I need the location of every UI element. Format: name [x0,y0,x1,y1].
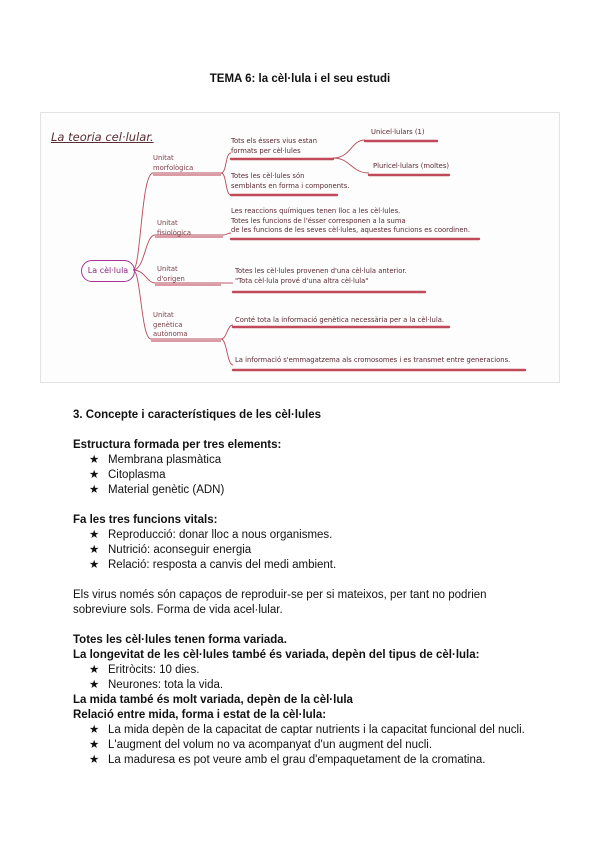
star-bullet-icon: ★ [89,544,100,556]
branch-morfologica-label: Unitat morfològica [153,154,194,172]
subleaf-unicellulars: Unicel·lulars (1) [371,128,425,136]
longevity-list [73,663,543,693]
subleaf-pluricellulars: Pluricel·lulars (moltes) [373,162,450,170]
leaf-morfologica-2: Totes les cèl·lules són semblants en forma i components. [231,172,350,190]
list-item: ★ Citoplasma [89,469,166,481]
leaf-morfologica-1: Tots els éssers vius estan formats per cèl·lules [231,137,318,155]
star-bullet-icon: ★ [89,724,100,736]
virus-paragraph: Els virus només són capaços de reproduir-se per si mateixos, per tant no podrien sobreviure sols. Forma de vida acel·lular. [73,589,487,616]
shape-statement: Totes les cèl·lules tenen forma variada. [73,634,287,646]
relation-list [73,723,543,768]
section-heading: 3. Concepte i característiques de les cèl·lules [73,409,321,421]
star-bullet-icon: ★ [89,529,100,541]
star-bullet-icon: ★ [89,739,100,751]
concept-map-title: La teoria cel·lular. [51,130,154,144]
star-bullet-icon: ★ [89,454,100,466]
structure-heading: Estructura formada per tres elements: [73,439,282,451]
size-statement: La mida també és molt variada, depèn de la cèl·lula [73,694,353,706]
concept-map-image [40,112,560,383]
list-item: ★ Material genètic (ADN) [89,484,225,496]
list-item: ★ La mida depèn de la capacitat de captar nutrients i la capacitat funcional del nucli. [89,724,525,736]
leaf-genetica-1: Conté tota la informació genètica necessària per a la cèl·lula. [235,316,445,324]
leaf-fisiologica: Les reaccions químiques tenen lloc a les cèl·lules. Totes les funcions de l'ésser corresponen a la suma de les funcions de les seves cèl·lules, aquestes funcions es coordinen. [231,207,471,234]
star-bullet-icon: ★ [89,754,100,766]
branch-origen-label: Unitat d'origen [157,265,185,283]
star-bullet-icon: ★ [89,559,100,571]
functions-heading: Fa les tres funcions vitals: [73,514,218,526]
list-item: ★ Reproducció: donar lloc a nous organismes. [89,529,333,541]
functions-list [73,528,543,573]
star-bullet-icon: ★ [89,469,100,481]
list-item: ★ Neurones: tota la vida. [89,679,224,691]
document-title: TEMA 6: la cèl·lula i el seu estudi [209,73,391,85]
star-bullet-icon: ★ [89,484,100,496]
list-item: ★ Nutrició: aconseguir energia [89,544,252,556]
list-item: ★ Relació: resposta a canvis del medi ambient. [89,559,337,571]
branch-genetica-label: Unitat genètica autònoma [153,311,188,338]
branch-fisiologica-label: Unitat fisiològica [157,219,192,237]
relation-heading: Relació entre mida, forma i estat de la cèl·lula: [73,709,327,721]
list-item: ★ Membrana plasmàtica [89,454,222,466]
star-bullet-icon: ★ [89,679,100,691]
longevity-statement: La longevitat de les cèl·lules també és variada, depèn del tipus de cèl·lula: [73,649,480,661]
list-item: ★ La maduresa es pot veure amb el grau d'empaquetament de la cromatina. [89,754,486,766]
list-item: ★ L'augment del volum no va acompanyat d'un augment del nucli. [89,739,433,751]
leaf-genetica-2: La informació s'emmagatzema als cromosomes i es transmet entre generacions. [235,356,511,364]
list-item: ★ Eritròcits: 10 dies. [89,664,200,676]
notes-content [73,408,543,768]
concept-map-center-node: La cèl·lula [81,260,135,282]
star-bullet-icon: ★ [89,664,100,676]
structure-list [73,453,543,498]
leaf-origen: Totes les cèl·lules provenen d'una cèl·lula anterior. "Tota cèl·lula prové d'una altra cèl·lula" [235,267,407,285]
